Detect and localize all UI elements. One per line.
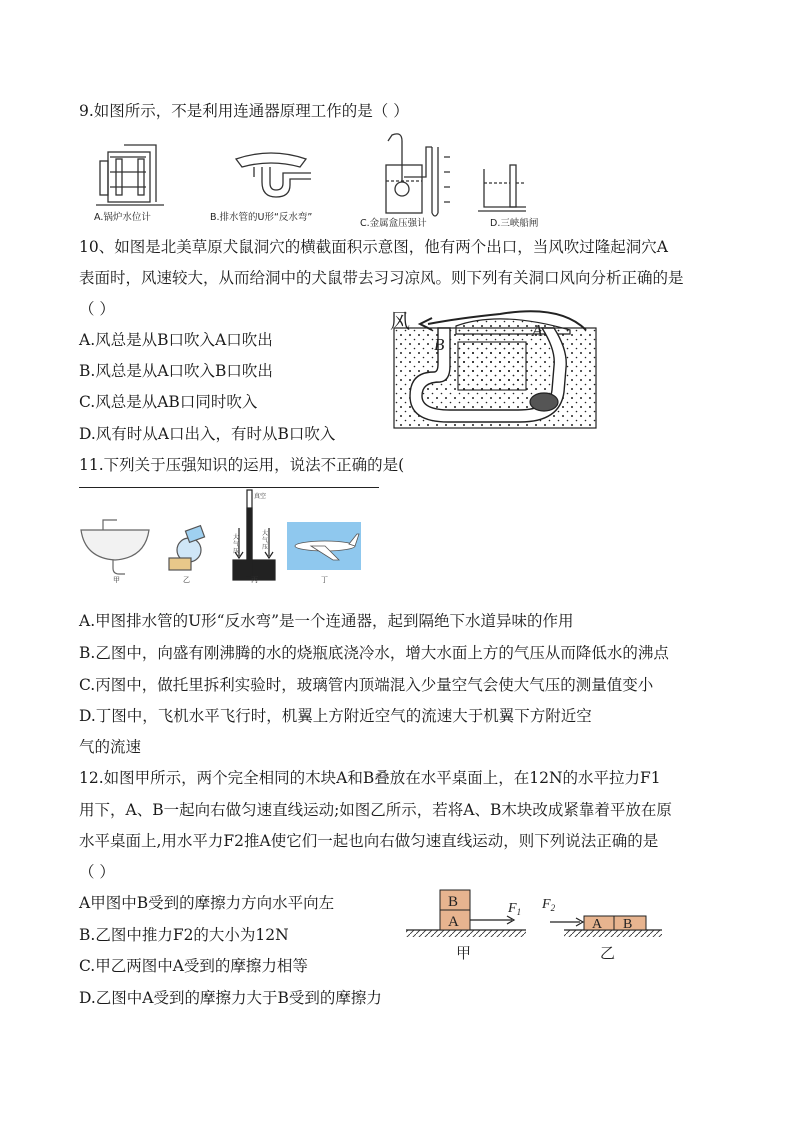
manometer-drawing — [386, 134, 450, 216]
q12-option-a: A甲图中B受到的摩擦力方向水平向左 — [79, 894, 335, 912]
boiler-gauge-drawing — [96, 145, 164, 205]
q12-stem-line-3: 水平桌面上,用水平力F2推A使它们一起也向右做匀速直线运动，则下列说法正确的是 — [79, 832, 659, 850]
svg-text:A: A — [592, 917, 603, 932]
q11-option-d: D.丁图中，飞机水平飞行时，机翼上方附近空气的流速大于机翼下方附近空 — [79, 707, 592, 725]
label-yi-12: 乙 — [600, 946, 616, 962]
pressure-left-label: 大气压 — [233, 534, 240, 555]
q12-stem-line-1: 12.如图甲所示，两个完全相同的木块A和B叠放在水平桌面上，在12N的水平拉力F1 — [79, 769, 661, 787]
q10-option-a: A.风总是从B口吹入A口吹出 — [79, 331, 273, 349]
sink-drawing — [81, 520, 149, 574]
flask-drawing — [169, 526, 205, 570]
q12-option-b: B.乙图中推力F2的大小为12N — [79, 926, 289, 944]
q12-stem-line-4: （ ） — [79, 863, 115, 881]
f1-label: $F_1$ — [508, 901, 522, 917]
q11-option-d-cont: 气的流速 — [79, 738, 142, 756]
svg-text:B: B — [448, 894, 459, 910]
pressure-right-label: 大气压 — [262, 530, 269, 551]
q12-friction-figure — [404, 886, 666, 962]
label-jia: 甲 — [113, 576, 120, 584]
q11-option-a: A.甲图排水管的U形“反水弯”是一个连通器，起到隔绝下水道异味的作用 — [79, 612, 574, 630]
q10-stem-line-3: （ ） — [79, 300, 115, 318]
label-jia-12: 甲 — [456, 946, 472, 962]
q9-caption-b: B.排水管的U形“反水弯” — [210, 212, 313, 223]
q9-caption-c: C.金属盒压强计 — [360, 218, 427, 229]
prairie-dog — [530, 393, 558, 411]
ship-lock-drawing — [478, 165, 526, 211]
svg-text:B: B — [623, 917, 633, 932]
q10-option-c: C.风总是从AB口同时吹入 — [79, 393, 258, 411]
q10-stem-line-2: 表面时，风速较大，从而给洞中的犬鼠带去习习凉风。则下列有关洞口风向分析正确的是 — [79, 269, 684, 287]
q11-figure — [79, 488, 379, 584]
q10-burrow-figure — [390, 306, 600, 431]
q12-stem-line-2: 用下，A、B一起向右做匀速直线运动;如图乙所示，若将A、B木块改成紧靠着平放在原 — [79, 801, 672, 819]
q9-caption-d: D.三峡船闸 — [490, 218, 539, 229]
airplane-drawing — [287, 522, 361, 570]
q12-option-c: C.甲乙两图中A受到的摩擦力相等 — [79, 957, 308, 975]
q10-option-b: B.风总是从A口吹入B口吹出 — [79, 362, 273, 380]
u-trap-drawing — [236, 153, 311, 197]
label-yi: 乙 — [183, 576, 190, 584]
svg-text:A: A — [448, 914, 459, 930]
label-bing: 丙 — [251, 576, 258, 584]
q12-option-d: D.乙图中A受到的摩擦力大于B受到的摩擦力 — [79, 989, 382, 1007]
vacuum-label: 真空 — [254, 494, 267, 500]
q9-stem: 9.如图所示，不是利用连通器原理工作的是（ ） — [79, 102, 409, 120]
f2-label: $F_2$ — [542, 897, 556, 913]
q11-option-b: B.乙图中，向盛有刚沸腾的水的烧瓶底浇冷水，增大水面上方的气压从而降低水的沸点 — [79, 644, 669, 662]
label-a: A — [532, 321, 543, 340]
q9-caption-a: A.锅炉水位计 — [94, 212, 151, 223]
q11-option-c: C.丙图中，做托里拆利实验时，玻璃管内顶端混入少量空气会使大气压的测量值变小 — [79, 676, 654, 694]
label-b: B — [434, 335, 445, 354]
q10-stem-line-1: 10、如图是北美草原犬鼠洞穴的横截面积示意图，他有两个出口，当风吹过隆起洞穴A — [79, 238, 668, 256]
wind-label: 风 — [390, 311, 410, 333]
label-ding: 丁 — [321, 576, 328, 584]
q10-option-d: D.风有时从A口出入，有时从B口吹入 — [79, 425, 336, 443]
q11-stem: 11.下列关于压强知识的运用，说法不正确的是( — [79, 456, 405, 474]
